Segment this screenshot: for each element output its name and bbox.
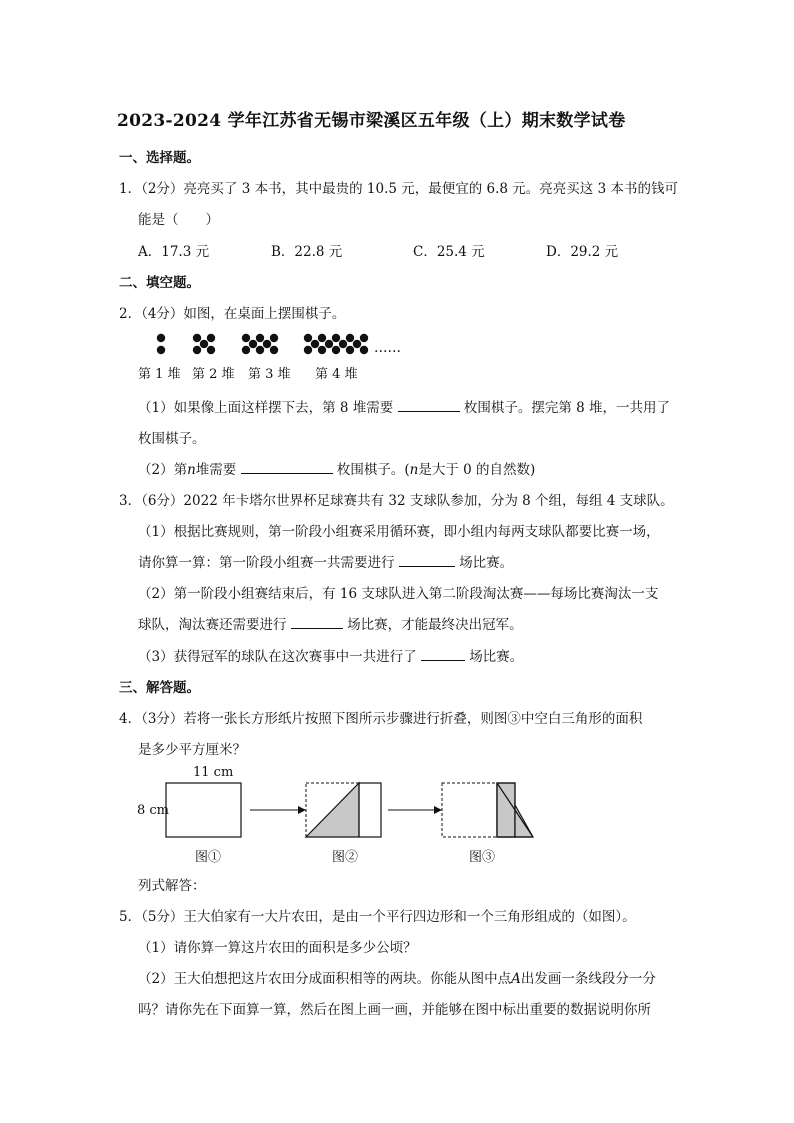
pile-ellipsis: …… [374,340,401,356]
pile-label-3: 第 3 堆 [248,367,291,382]
q1-text-line1: 1．（2分）亮亮买了 3 本书，其中最贵的 10.5 元，最便宜的 6.8 元。亮亮买这 3 本书的钱可 [119,181,678,197]
answer-blank[interactable] [398,399,460,412]
q2-text-line1: 2．（4分）如图，在桌面上摆围棋子。 [119,306,346,322]
go-stones-figure [150,330,410,360]
section-heading-fill: 二、填空题。 [119,275,200,291]
q5-text-line1: 5．（5分）王大伯家有一大片农田，是由一个平行四边形和一个三角形组成的（如图）。 [119,909,636,925]
q3-part2-line1: （2）第一阶段小组赛结束后，有 16 支球队进入第二阶段淘汰赛——每场比赛淘汰一支 [138,586,659,602]
q1-option-d: D．29.2 元 [546,244,619,260]
answer-blank[interactable] [291,616,343,629]
answer-blank[interactable] [241,461,333,474]
fig-label-3: 图③ [469,850,496,865]
pile-4 [304,334,368,354]
pile-label-1: 第 1 堆 [138,367,181,382]
answer-blank[interactable] [421,648,465,661]
section-heading-answer: 三、解答题。 [119,680,200,696]
q2-part1-line2: 枚围棋子。 [138,431,206,447]
page-title: 2023-2024 学年江苏省无锡市梁溪区五年级（上）期末数学试卷 [117,111,626,131]
q5-part2-line1: （2）王大伯想把这片农田分成面积相等的两块。你能从图中点A出发画一条线段分一分 [138,971,656,987]
q3-part2-line2: 球队，淘汰赛还需要进行 场比赛，才能最终决出冠军。 [138,617,523,633]
q3-part3: （3）获得冠军的球队在这次赛事中一共进行了 场比赛。 [138,649,524,665]
q3-text-line1: 3．（6分）2022 年卡塔尔世界杯足球赛共有 32 支球队参加，分为 8 个组，每组 4 支球队。 [119,493,674,509]
pile-label-4: 第 4 堆 [315,367,358,382]
q3-part1-line1: （1）根据比赛规则，第一阶段小组赛采用循环赛，即小组内每两支球队都要比赛一场， [138,524,660,540]
q2-part2: （2）第n堆需要 枚围棋子。(n是大于 0 的自然数) [138,462,536,478]
dashed-outline-fig3 [442,783,497,837]
rectangle-fig1 [166,783,241,837]
section-heading-choice: 一、选择题。 [119,150,200,166]
q3-part1-line2: 请你算一算：第一阶段小组赛一共需要进行 场比赛。 [138,555,514,571]
pile-2 [193,334,215,354]
q4-text-line2: 是多少平方厘米？ [138,742,246,758]
q1-option-a: A．17.3 元 [138,244,210,260]
q4-answer-label: 列式解答： [138,878,206,894]
q1-option-b: B．22.8 元 [271,244,343,260]
height-label: 8 cm [137,803,170,818]
fig-label-1: 图① [195,850,222,865]
fig-label-2: 图② [332,850,359,865]
q4-text-line1: 4．（3分）若将一张长方形纸片按照下图所示步骤进行折叠，则图③中空白三角形的面积 [119,711,643,727]
q1-option-c: C．25.4 元 [413,244,485,260]
pile-label-2: 第 2 堆 [192,367,235,382]
answer-blank[interactable] [399,554,455,567]
q5-part2-line2: 吗？请你先在下面算一算，然后在图上画一画，并能够在图中标出重要的数据说明你所 [138,1002,651,1018]
shaded-triangle-fig2 [306,783,359,837]
width-label: 11 cm [193,765,234,780]
q5-part1: （1）请你算一算这片农田的面积是多少公顷？ [138,940,417,956]
pile-3 [242,334,278,354]
pile-1 [157,334,165,354]
q1-text-line2: 能是（ ） [138,212,219,228]
q2-part1-line1: （1）如果像上面这样摆下去，第 8 堆需要 枚围棋子。摆完第 8 堆，一共用了 [138,400,671,416]
